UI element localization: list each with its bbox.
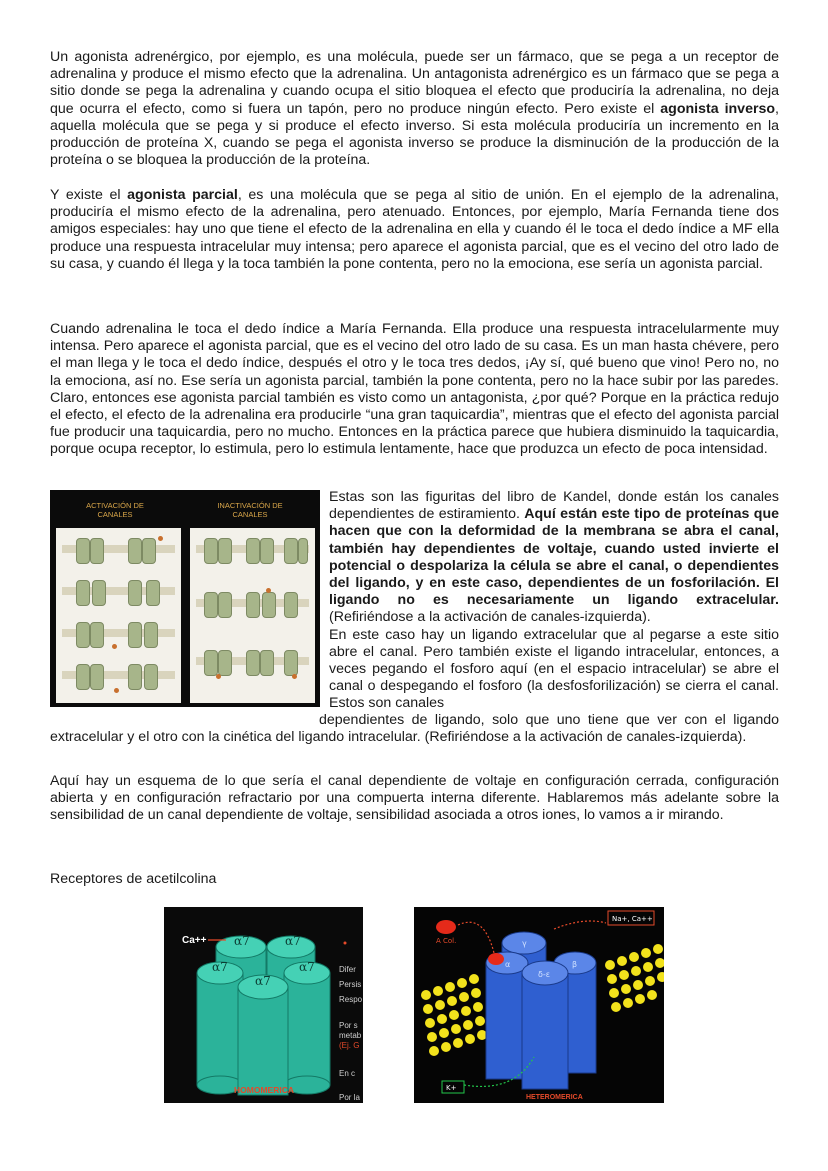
inactivation-panel: [190, 528, 315, 703]
heteromeric-diagram: [414, 907, 664, 1103]
alpha-subunit: α: [505, 960, 511, 969]
p1-text-a: Un agonista adrenérgico, por ejemplo, es una molécula, puede ser un fármaco, que se pega a un receptor de adrenalina y produce el mismo efecto que la adrenalina. Un antagonista adrenérgico es un fármaco que se pega a sitio donde se pega la adrenalina y cuando ocupa el sitio bloquea el efecto que produciría la adrenalina, no deja que ocurra el efecto, como si fuera un tapón, pero no produce ningún efecto. Pero existe el: [50, 49, 779, 117]
beta-subunit: β: [572, 960, 578, 969]
heteromeric-receptor-figure: [414, 907, 664, 1103]
paragraph-agonista-parcial: [50, 187, 779, 273]
side-text-6: (Ej. G: [339, 1041, 360, 1050]
alpha7-subunit-5: α7: [255, 974, 271, 988]
acetylcholine-label: A Col.: [436, 937, 457, 945]
heteromeric-label: HETEROMERICA: [526, 1094, 583, 1101]
side-text-2: Persis: [339, 980, 362, 989]
side-text-1: Difer: [339, 965, 356, 974]
p4-text-d: En este caso hay un ligando extracelular que al pegarse a este sitio abre el canal. Pero también existe el ligando intracelular, entonces, a veces pegando el fosforo aquí (en el espacio intracelular) se abre el canal o despegando el fosforo (la desfosforilización) se cierra el canal. Estos son canales: [329, 626, 779, 712]
k-ion-label: K+: [446, 1084, 457, 1092]
paragraph-maria-fernanda: Cuando adrenalina le toca el dedo índice a María Fernanda. Ella produce una respuesta intracelularmente muy intensa. Pero aparece el agonista parcial, que es el vecino del otro lado de su casa. Es un man hasta chévere, pero el man llega y le toca el dedo índice, después el otro y le toca tres dedos, ¡Ay sí, qué bueno que vino! Pero no, no la emociona, así no. Ese sería un agonista parcial, también la pone contenta, pero no la hace subir por las paredes. Claro, entonces ese agonista parcial también es visto como un antagonista, ¿por qué? Porque en la práctica redujo el efecto, el efecto de la adrenalina era producirle “una gran taquicardia”, mientras que el efecto del agonista parcial fue producir una taquicardia, pero no mucho. Entonces en la práctica parece que hubiera disminuido la taquicardia, porque ocupa receptor, lo estimula, pero lo estimula lentamente, hace que produzca un efecto de poca intensidad.: [50, 321, 779, 458]
p2-text-a: Y existe el: [50, 187, 128, 203]
p1-bold-term: agonista inverso: [660, 100, 776, 117]
p4-bold: Aquí están este tipo de proteínas que hacen que con la deformidad de la membrana se abra el canal, también hay dependientes de voltaje, cuando usted invierte el potencial o despolariza la célula se abre el canal, o dependientes del ligando, y en este caso, dependientes de un fosforilación. El ligando no es necesariamente un ligando extracelular.: [329, 506, 779, 609]
p4-text-c: (Refiriéndose a la activación de canales-izquierda).: [329, 609, 651, 626]
side-text-7: En c: [339, 1069, 356, 1078]
activation-title: ACTIVACIÓN DE CANALES: [86, 501, 144, 519]
kandel-channels-figure: [50, 490, 320, 707]
activation-panel: [56, 528, 181, 703]
inactivation-title: INACTIVACIÓN DE CANALES: [217, 501, 283, 519]
paragraph-ligando: dependientes de ligando, solo que uno tiene que ver con el ligando extracelular y el otro con la cinética del ligando intracelular. (Refiriéndose a la activación de canales-izquierda).: [50, 712, 779, 746]
side-text-8: Por la: [339, 1093, 360, 1102]
p1-text-c: , aquella molécula que se pega y si produce el efecto inverso. Si esta molécula produciría un incremento en la producción de proteína X, cuando se pega el agonista inverso se produce la disminución de la producción de la proteína o se bloquea la producción de la proteína.: [50, 100, 779, 169]
section-heading: Receptores de acetilcolina: [50, 871, 217, 887]
homomeric-label: HOMOMERICA: [234, 1085, 294, 1095]
side-text-3: Respo: [339, 995, 363, 1004]
delta-epsilon-subunit: δ-ε: [538, 970, 551, 979]
p4-text-a: Estas son las figuritas del libro de Kandel, donde están los canales dependientes de estiramiento.: [329, 489, 779, 523]
alpha7-subunit-2: α7: [285, 934, 301, 948]
alpha7-subunit-1: α7: [234, 934, 250, 948]
side-text-4: Por s: [339, 1021, 358, 1030]
p2-bold-term: agonista parcial: [127, 187, 238, 203]
homomeric-receptor-figure: [164, 907, 363, 1103]
alpha7-subunit-3: α7: [212, 960, 228, 974]
p2-text-c: , es una molécula que se pega al sitio de unión. En el ejemplo de la adrenalina, produciría el mismo efecto de la adrenalina, pero atenuado. Entonces, por ejemplo, María Fernanda tiene dos amigos especiales: hay uno que tiene el efecto de la adrenalina en ella y cuando él le toca el dedo índice a MF ella produce una respuesta intracelular muy intensa; pero aparece el agonista parcial, que es el vecino del otro lado de su casa, y cuando él llega y la toca también la pone contenta, pero no la emociona, ese sería un agonista parcial.: [50, 187, 779, 272]
gamma-subunit: γ: [522, 939, 527, 948]
side-text-5: metab: [339, 1031, 362, 1040]
alpha7-subunit-4: α7: [299, 960, 315, 974]
na-ca-ions-label: Na+, Ca++: [612, 915, 653, 923]
paragraph-agonista-inverso: [50, 49, 779, 169]
homomeric-diagram: [164, 907, 363, 1103]
paragraph-voltaje: Aquí hay un esquema de lo que sería el canal dependiente de voltaje en configuración cerrada, configuración abierta y en configuración refractario por una compuerta interna diferente. Hablaremos más adelante sobre la sensibilidad de un canal dependiente de voltaje, sensibilidad asociada a otros iones, lo vamos a ir mirando.: [50, 773, 779, 824]
ca-ion-label: Ca++: [182, 935, 207, 946]
paragraph-kandel: [329, 489, 779, 713]
